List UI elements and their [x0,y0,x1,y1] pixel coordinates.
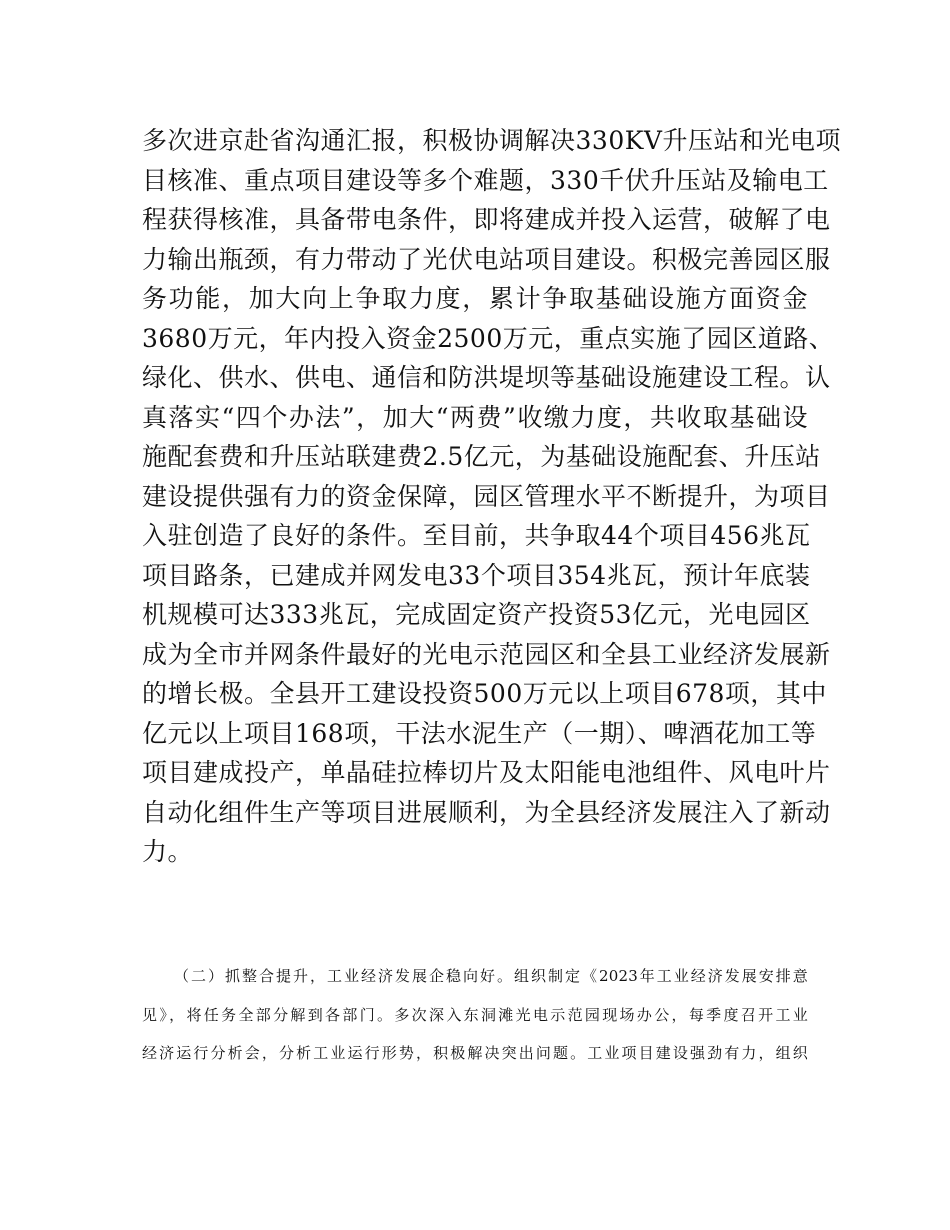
paragraph-line: 经济运行分析会，分析工业运行形势，积极解决突出问题。工业项目建设强劲有力，组织 [142,1044,808,1062]
paragraph-line: 建设提供强有力的资金保障，园区管理水平不断提升，为项目 [142,481,831,511]
body-paragraph-small [142,957,808,1073]
paragraph-line: 力输出瓶颈，有力带动了光伏电站项目建设。积极完善园区服 [142,244,831,274]
paragraph-line: 绿化、供水、供电、通信和防洪堤坝等基础设施建设工程。认 [142,363,831,392]
paragraph-line: 3680万元，年内投入资金2500万元，重点实施了园区道路、 [142,323,835,353]
paragraph-line: 多次进京赴省沟通汇报，积极协调解决330KV升压站和光电项 [142,126,841,155]
paragraph-line: 务功能，加大向上争取力度，累计争取基础设施方面资金 [142,284,808,313]
paragraph-line: 真落实“四个办法”，加大“两费”收缴力度，共收取基础设 [142,402,808,432]
paragraph-line: 成为全市并网条件最好的光电示范园区和全县工业经济发展新 [142,639,831,669]
paragraph-line: 亿元以上项目168项，干法水泥生产（一期）、啤酒花加工等 [142,718,817,748]
paragraph-line: 见》，将任务全部分解到各部门。多次深入东洞滩光电示范园现场办公，每季度召开工业 [142,1005,808,1024]
paragraph-line: 施配套费和升压站联建费2.5亿元，为基础设施配套、升压站 [142,442,821,471]
paragraph-line: 项目路条，已建成并网发电33个项目354兆瓦，预计年底装 [142,560,811,590]
paragraph-line: 的增长极。全县开工建设投资500万元以上项目678项，其中 [142,679,827,708]
body-paragraph-large [142,121,841,872]
paragraph-line: 程获得核准，具备带电条件，即将建成并投入运营，破解了电 [142,205,831,234]
paragraph-line: 机规模可达333兆瓦，完成固定资产投资53亿元，光电园区 [142,600,811,629]
paragraph-line: 自动化组件生产等项目进展顺利，为全县经济发展注入了新动 [142,797,831,827]
paragraph-line: 目核准、重点项目建设等多个难题，330千伏升压站及输电工 [142,165,829,195]
paragraph-line: （二）抓整合提升，工业经济发展企稳向好。组织制定《2023年工业经济发展安排意 [174,967,808,985]
paragraph-line: 力。 [142,837,194,866]
paragraph-line: 项目建成投产，单晶硅拉棒切片及太阳能电池组件、风电叶片 [142,758,831,787]
paragraph-line: 入驻创造了良好的条件。至目前，共争取44个项目456兆瓦 [142,521,811,550]
